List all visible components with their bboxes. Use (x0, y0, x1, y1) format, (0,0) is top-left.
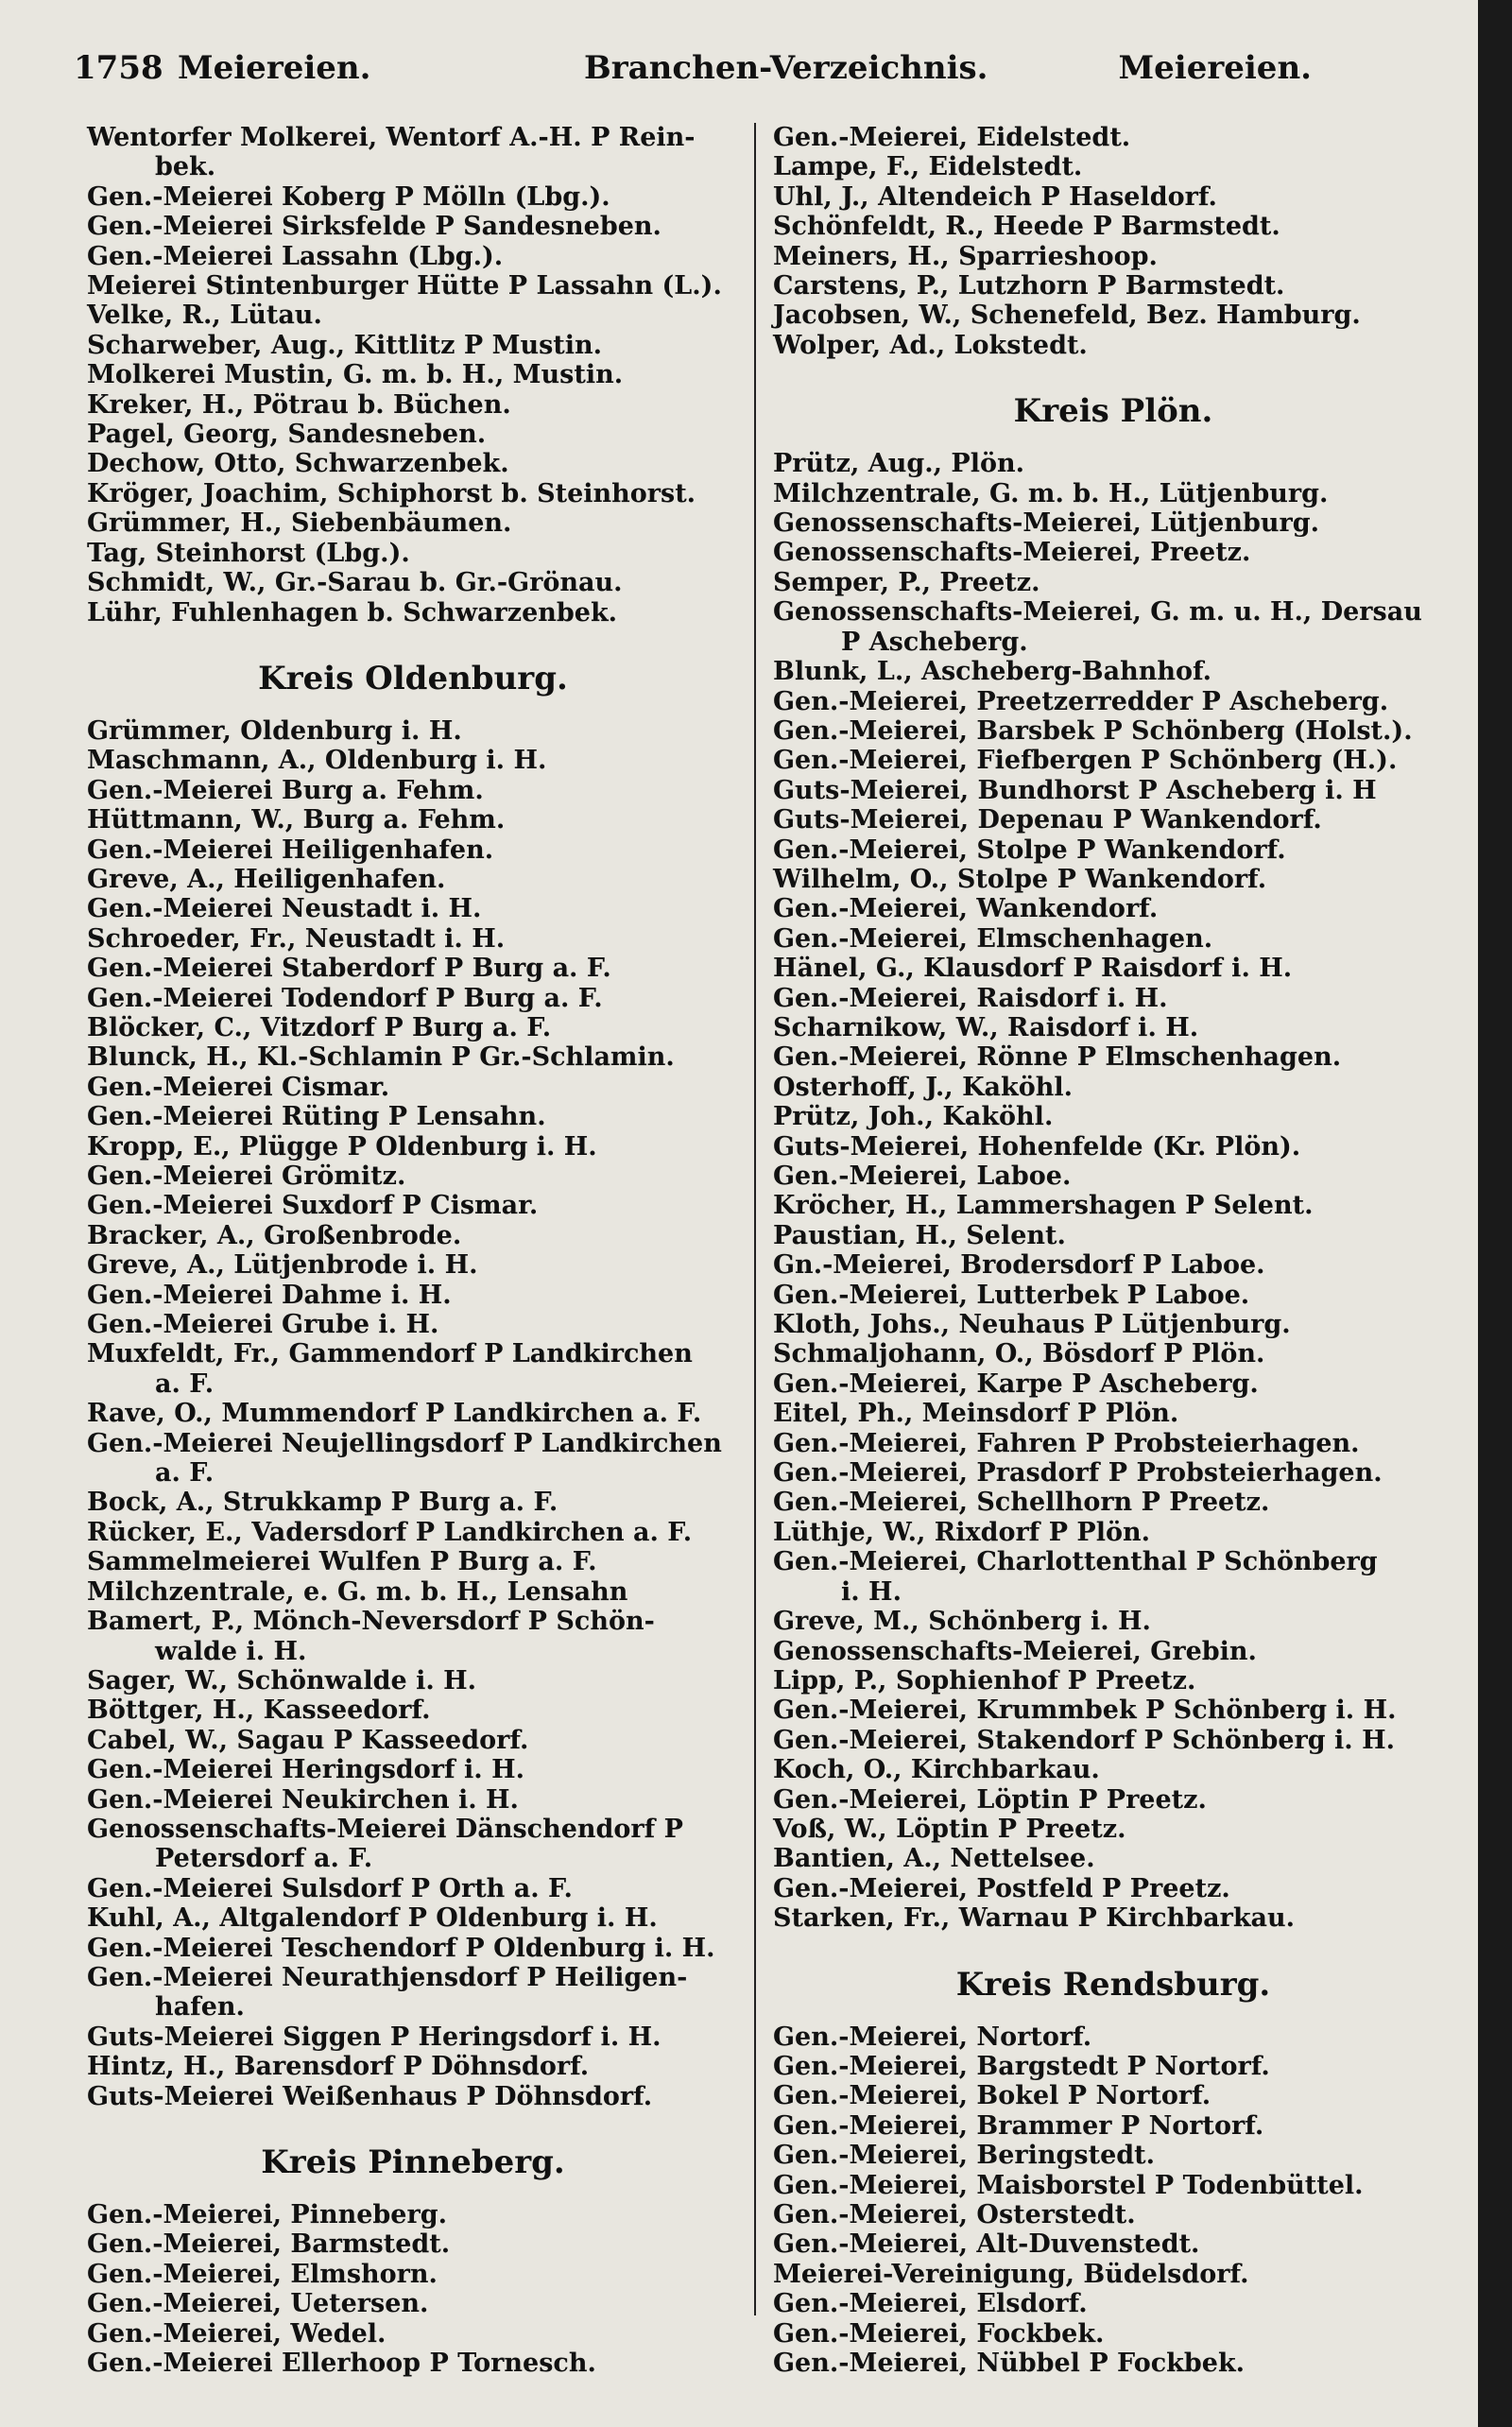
directory-entry: Meierei-Vereinigung, Büdelsdorf. (773, 2259, 1249, 2289)
directory-entry: Gen.-Meierei, Barsbek P Schönberg (Holst.). (773, 715, 1413, 746)
directory-entry: Gen.-Meierei, Löptin P Preetz. (773, 1784, 1207, 1815)
directory-entry: Lüthje, W., Rixdorf P Plön. (773, 1517, 1151, 1547)
district-heading: Kreis Plön. (1013, 392, 1213, 431)
directory-entry: Genossenschafts-Meierei, Grebin. (773, 1636, 1257, 1666)
directory-entry: Schönfeldt, R., Heede P Barmstedt. (773, 212, 1280, 242)
directory-entry: Gen.-Meierei Todendorf P Burg a. F. (87, 983, 603, 1013)
directory-entry: Gen.-Meierei, Karpe P Ascheberg. (773, 1368, 1259, 1399)
directory-entry: Bracker, A., Großenbrode. (87, 1220, 462, 1250)
directory-entry: Gen.-Meierei, Nortorf. (773, 2022, 1092, 2052)
right-column (773, 123, 1453, 2378)
directory-entry: Kropp, E., Plügge P Oldenburg i. H. (87, 1131, 597, 1162)
directory-entry: Pagel, Georg, Sandesneben. (87, 420, 487, 450)
directory-entry: Tag, Steinhorst (Lbg.). (87, 538, 410, 568)
directory-entry: Böttger, H., Kasseedorf. (87, 1695, 431, 1726)
directory-entry: Gen.-Meierei Koberg P Mölln (Lbg.). (87, 181, 610, 212)
directory-entry: Kloth, Johs., Neuhaus P Lütjenburg. (773, 1310, 1291, 1340)
directory-entry: Gen.-Meierei, Elmshorn. (87, 2259, 438, 2289)
directory-entry: Gen.-Meierei, Wankendorf. (773, 894, 1159, 924)
directory-entry: Gen.-Meierei, Beringstedt. (773, 2141, 1156, 2171)
directory-entry: Genossenschafts-Meierei, Preetz. (773, 538, 1251, 568)
directory-entry-continuation: Petersdorf a. F. (155, 1844, 373, 1874)
directory-entry: Gen.-Meierei Teschendorf P Oldenburg i. H. (87, 1933, 715, 1963)
directory-entry: Gen.-Meierei, Charlottenthal P Schönberg (773, 1547, 1378, 1577)
directory-entry: Carstens, P., Lutzhorn P Barmstedt. (773, 271, 1285, 301)
left-column (87, 123, 739, 2378)
directory-entry: Guts-Meierei, Hohenfelde (Kr. Plön). (773, 1131, 1301, 1162)
section-title-right: Meiereien. (1118, 49, 1312, 87)
directory-entry: Gen.-Meierei Rüting P Lensahn. (87, 1102, 546, 1132)
directory-entry: Bantien, A., Nettelsee. (773, 1844, 1095, 1874)
directory-entry: Gen.-Meierei, Elsdorf. (773, 2289, 1088, 2319)
directory-entry: Kröcher, H., Lammershagen P Selent. (773, 1191, 1314, 1221)
directory-entry: Starken, Fr., Warnau P Kirchbarkau. (773, 1903, 1296, 1934)
directory-entry: Muxfeldt, Fr., Gammendorf P Landkirchen (87, 1339, 693, 1369)
directory-entry: Dechow, Otto, Schwarzenbek. (87, 449, 509, 479)
directory-entry-continuation: a. F. (155, 1368, 215, 1399)
directory-entry: Gen.-Meierei, Osterstedt. (773, 2200, 1136, 2229)
directory-entry: Gen.-Meierei, Nübbel P Fockbek. (773, 2349, 1246, 2379)
directory-entry: Gen.-Meierei, Krummbek P Schönberg i. H. (773, 1695, 1397, 1726)
directory-entry: Gen.-Meierei Lassahn (Lbg.). (87, 241, 504, 271)
directory-entry-continuation: bek. (155, 152, 216, 182)
directory-entry: Grümmer, H., Siebenbäumen. (87, 508, 512, 539)
directory-entry: Gen.-Meierei, Postfeld P Preetz. (773, 1873, 1230, 1903)
directory-entry-continuation: walde i. H. (155, 1636, 307, 1666)
directory-entry: Genossenschafts-Meierei, Lütjenburg. (773, 508, 1319, 539)
directory-entry: Hüttmann, W., Burg a. Fehm. (87, 805, 506, 835)
directory-entry: Bock, A., Strukkamp P Burg a. F. (87, 1488, 558, 1518)
directory-entry: Genossenschafts-Meierei Dänschendorf P (87, 1814, 683, 1844)
directory-entry: Gen.-Meierei, Bargstedt P Nortorf. (773, 2051, 1270, 2081)
directory-entry: Gen.-Meierei, Stolpe P Wankendorf. (773, 835, 1286, 865)
directory-entry: Gn.-Meierei, Brodersdorf P Laboe. (773, 1250, 1265, 1281)
directory-entry: Gen.-Meierei, Uetersen. (87, 2289, 429, 2319)
page-edge (1478, 0, 1512, 2427)
directory-entry: Guts-Meierei Siggen P Heringsdorf i. H. (87, 2022, 662, 2052)
column-divider (754, 123, 756, 2315)
directory-entry: Gen.-Meierei, Rönne P Elmschenhagen. (773, 1042, 1342, 1073)
directory-entry: Scharweber, Aug., Kittlitz P Mustin. (87, 330, 603, 360)
directory-entry: Gen.-Meierei Staberdorf P Burg a. F. (87, 954, 611, 984)
directory-entry: Prütz, Joh., Kaköhl. (773, 1102, 1054, 1132)
directory-entry: Gen.-Meierei Ellerhoop P Tornesch. (87, 2349, 596, 2379)
directory-entry: Kreker, H., Pötrau b. Büchen. (87, 389, 511, 420)
page-header (74, 49, 1312, 96)
directory-entry: Semper, P., Preetz. (773, 567, 1040, 597)
district-heading: Kreis Rendsburg. (955, 1965, 1271, 2004)
directory-entry: Meiners, H., Sparrieshoop. (773, 241, 1158, 271)
directory-entry: Greve, A., Heiligenhafen. (87, 864, 446, 894)
directory-entry: Scharnikow, W., Raisdorf i. H. (773, 1012, 1199, 1042)
directory-entry: Gen.-Meierei, Bokel P Nortorf. (773, 2081, 1211, 2111)
directory-entry: Gen.-Meierei Suxdorf P Cismar. (87, 1191, 539, 1221)
directory-entry: Greve, A., Lütjenbrode i. H. (87, 1250, 478, 1281)
directory-entry: Cabel, W., Sagau P Kasseedorf. (87, 1725, 529, 1755)
directory-entry: Gen.-Meierei, Preetzerredder P Ascheberg. (773, 686, 1389, 716)
directory-entry: Blunck, H., Kl.-Schlamin P Gr.-Schlamin. (87, 1042, 675, 1073)
directory-entry: Gen.-Meierei Dahme i. H. (87, 1280, 452, 1310)
directory-entry: Guts-Meierei, Depenau P Wankendorf. (773, 805, 1322, 835)
directory-entry: Wilhelm, O., Stolpe P Wankendorf. (773, 864, 1267, 894)
directory-entry: Gen.-Meierei, Fockbek. (773, 2318, 1105, 2349)
page-number: 1758 (74, 49, 163, 87)
directory-entry: Schmidt, W., Gr.-Sarau b. Gr.-Grönau. (87, 568, 623, 598)
directory-entry: Maschmann, A., Oldenburg i. H. (87, 746, 547, 776)
directory-entry: Hintz, H., Barensdorf P Döhnsdorf. (87, 2052, 590, 2082)
directory-entry: Jacobsen, W., Schenefeld, Bez. Hamburg. (773, 301, 1361, 331)
directory-entry: Gen.-Meierei, Elmschenhagen. (773, 923, 1213, 954)
directory-entry: Hänel, G., Klausdorf P Raisdorf i. H. (773, 954, 1293, 984)
directory-entry: Guts-Meierei, Bundhorst P Ascheberg i. H (773, 775, 1377, 805)
directory-entry: Gen.-Meierei Burg a. Fehm. (87, 775, 484, 805)
directory-entry: Gen.-Meierei, Prasdorf P Probsteierhagen. (773, 1458, 1383, 1489)
directory-entry: Blöcker, C., Vitzdorf P Burg a. F. (87, 1012, 552, 1042)
directory-entry: Gen.-Meierei, Brammer P Nortorf. (773, 2110, 1264, 2141)
directory-entry: Greve, M., Schönberg i. H. (773, 1607, 1151, 1637)
directory-entry: Prütz, Aug., Plön. (773, 449, 1025, 479)
directory-entry: Grümmer, Oldenburg i. H. (87, 715, 462, 746)
directory-entry: Kuhl, A., Altgalendorf P Oldenburg i. H. (87, 1903, 658, 1934)
directory-entry: Gen.-Meierei, Pinneberg. (87, 2200, 447, 2229)
directory-entry: Gen.-Meierei Cismar. (87, 1072, 390, 1102)
directory-entry: Molkerei Mustin, G. m. b. H., Mustin. (87, 360, 624, 390)
directory-entry: Schmaljohann, O., Bösdorf P Plön. (773, 1339, 1265, 1369)
directory-entry: Osterhoff, J., Kaköhl. (773, 1072, 1074, 1102)
directory-entry: Gen.-Meierei, Schellhorn P Preetz. (773, 1488, 1270, 1518)
directory-entry: Gen.-Meierei Heringsdorf i. H. (87, 1755, 525, 1785)
directory-entry: Gen.-Meierei, Lutterbek P Laboe. (773, 1280, 1250, 1310)
directory-entry: Gen.-Meierei Neurathjensdorf P Heiligen- (87, 1962, 688, 1992)
directory-entry: Velke, R., Lütau. (87, 301, 322, 331)
section-title-left: Meiereien. (178, 49, 371, 87)
directory-entry: Gen.-Meierei Grube i. H. (87, 1310, 439, 1340)
directory-entry: Gen.-Meierei Heiligenhafen. (87, 835, 494, 865)
directory-entry: Gen.-Meierei, Fahren P Probsteierhagen. (773, 1428, 1360, 1458)
directory-entry: Gen.-Meierei, Alt-Duvenstedt. (773, 2229, 1200, 2260)
directory-entry: Milchzentrale, G. m. b. H., Lütjenburg. (773, 478, 1329, 508)
directory-entry: Lipp, P., Sophienhof P Preetz. (773, 1665, 1196, 1695)
directory-entry: Uhl, J., Altendeich P Haseldorf. (773, 181, 1217, 212)
directory-entry: Gen.-Meierei, Raisdorf i. H. (773, 983, 1168, 1013)
directory-entry: Gen.-Meierei Sirksfelde P Sandesneben. (87, 212, 662, 242)
directory-entry: Schroeder, Fr., Neustadt i. H. (87, 923, 506, 954)
directory-entry: Paustian, H., Selent. (773, 1220, 1066, 1250)
directory-entry: Gen.-Meierei, Maisborstel P Todenbüttel. (773, 2170, 1364, 2200)
directory-entry: Gen.-Meierei, Laboe. (773, 1162, 1072, 1191)
directory-entry-continuation: P Ascheberg. (841, 627, 1028, 657)
directory-entry: Milchzentrale, e. G. m. b. H., Lensahn (87, 1576, 628, 1607)
directory-entry-continuation: a. F. (155, 1458, 215, 1489)
directory-entry: Bamert, P., Mönch-Neversdorf P Schön- (87, 1607, 655, 1637)
district-heading: Kreis Oldenburg. (258, 659, 568, 697)
directory-entry: Koch, O., Kirchbarkau. (773, 1755, 1100, 1785)
directory-entry: Gen.-Meierei, Eidelstedt. (773, 123, 1131, 152)
directory-entry: Gen.-Meierei Neukirchen i. H. (87, 1784, 519, 1815)
directory-entry: Eitel, Ph., Meinsdorf P Plön. (773, 1399, 1179, 1429)
directory-entry: Gen.-Meierei Neustadt i. H. (87, 894, 482, 924)
directory-entry: Wentorfer Molkerei, Wentorf A.-H. P Rein- (87, 123, 696, 152)
directory-entry: Gen.-Meierei Grömitz. (87, 1162, 406, 1191)
directory-entry: Voß, W., Löptin P Preetz. (773, 1814, 1126, 1844)
directory-entry: Rücker, E., Vadersdorf P Landkirchen a. F. (87, 1517, 693, 1547)
directory-entry: Gen.-Meierei, Fiefbergen P Schönberg (H.). (773, 746, 1398, 776)
directory-entry: Blunk, L., Ascheberg-Bahnhof. (773, 657, 1212, 687)
directory-entry: Gen.-Meierei, Wedel. (87, 2318, 387, 2349)
page-title: Branchen-Verzeichnis. (584, 49, 988, 87)
directory-entry: Gen.-Meierei Neujellingsdorf P Landkirchen (87, 1428, 722, 1458)
directory-entry: Wolper, Ad., Lokstedt. (773, 330, 1088, 360)
directory-entry: Gen.-Meierei, Barmstedt. (87, 2229, 451, 2260)
directory-entry: Lühr, Fuhlenhagen b. Schwarzenbek. (87, 597, 618, 628)
district-heading: Kreis Pinneberg. (261, 2143, 565, 2181)
directory-entry: Meierei Stintenburger Hütte P Lassahn (L.). (87, 271, 722, 301)
directory-entry: Genossenschafts-Meierei, G. m. u. H., Dersau (773, 597, 1422, 628)
directory-entry: Gen.-Meierei Sulsdorf P Orth a. F. (87, 1873, 573, 1903)
directory-entry: Sager, W., Schönwalde i. H. (87, 1665, 477, 1695)
directory-entry: Kröger, Joachim, Schiphorst b. Steinhorst. (87, 478, 696, 508)
directory-entry: Guts-Meierei Weißenhaus P Döhnsdorf. (87, 2081, 653, 2111)
directory-entry: Rave, O., Mummendorf P Landkirchen a. F. (87, 1399, 702, 1429)
directory-entry-continuation: i. H. (841, 1576, 902, 1607)
directory-entry: Sammelmeierei Wulfen P Burg a. F. (87, 1547, 597, 1577)
directory-entry-continuation: hafen. (155, 1992, 245, 2022)
directory-entry: Gen.-Meierei, Stakendorf P Schönberg i. H. (773, 1725, 1395, 1755)
directory-entry: Lampe, F., Eidelstedt. (773, 152, 1083, 182)
